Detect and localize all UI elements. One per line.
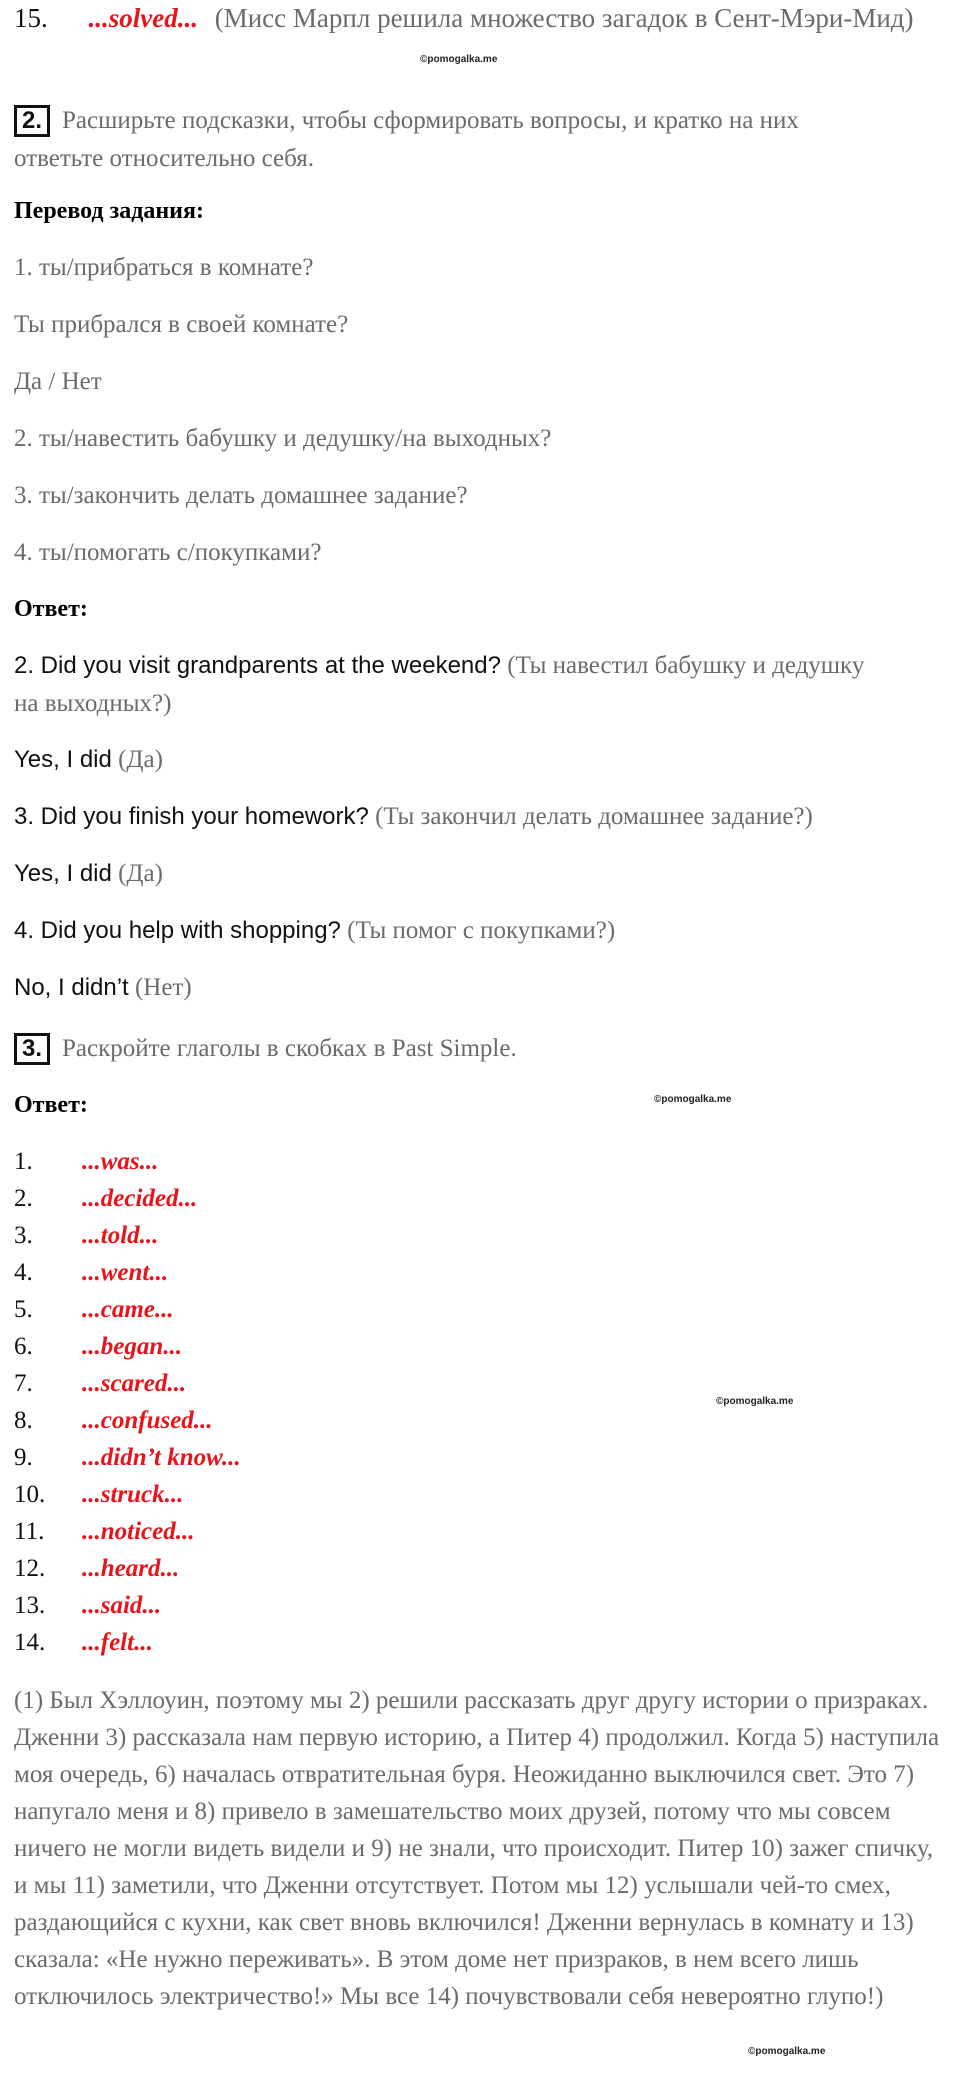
answer-word: ...solved... [88,3,198,33]
task2-instruction-line2: ответьте относительно себя. [14,145,314,172]
task2-item: 3. ты/закончить делать домашнее задание? [14,482,468,509]
translation-heading: Перевод задания: [14,198,204,224]
answer-heading: Ответ: [14,596,88,622]
answer-english: Yes, I did [14,746,112,773]
answer-russian: (Да) [118,746,163,773]
answer-translation: (Мисс Марпл решила множество загадок в Сент-Мэри-Мид) [214,3,914,33]
answer-line [14,803,813,831]
watermark: ©pomogalka.me [654,1094,732,1105]
answer-line [14,652,864,680]
task2-number-box: 2. [14,105,50,137]
answer-russian: (Ты закончил делать домашнее задание?) [375,803,813,830]
translation-paragraph: (1) Был Хэллоуин, поэтому мы 2) решили рассказать друг другу истории о призраках. Дженни 3) рассказала нам первую историю, а Питер 4) продолжил. Когда 5) наступила моя очередь, 6) началась отвратительная буря. Неожиданно выключился свет. Это 7) напугало меня и 8) привело в замешательство моих друзей, потому что мы совсем ничего не могли видеть видели и 9) не знали, что происходит. Питер 10) зажег спичку, и мы 11) заметили, что Дженни отсутствует. Потом мы 12) услышали чей-то смех, раздающийся с кухни, как свет вновь включился! Дженни вернулась в комнату и 13) сказала: «Не нужно переживать». В этом доме нет призраков, в нем всего лишь отключилось электричество!» Мы все 14) почувствовали себя невероятно глупо!) [14,1687,940,2010]
answer-russian-cont: на выходных?) [14,690,172,717]
watermark: ©pomogalka.me [716,1396,794,1407]
task2-instruction [14,102,799,139]
answer-russian: (Ты помог с покупками?) [347,917,616,944]
task3-number-box: 3. [14,1033,50,1065]
task3-instruction [14,1030,517,1067]
answer-english: Yes, I did [14,860,112,887]
answer-english: 3. Did you finish your homework? [14,803,369,830]
answer-line [14,974,192,1002]
task3-instruction-text: Раскройте глаголы в скобках в Past Simple. [62,1035,517,1062]
watermark: ©pomogalka.me [748,2046,826,2057]
task2-instruction-line1: Расширьте подсказки, чтобы сформировать вопросы, и кратко на них [62,107,799,134]
watermark: ©pomogalka.me [420,54,498,65]
answer-russian: (Да) [118,860,163,887]
task2-item: 4. ты/помогать с/покупками? [14,539,322,566]
answer-english: 4. Did you help with shopping? [14,917,341,944]
task2-item: Ты прибрался в своей комнате? [14,311,349,338]
task2-item: Да / Нет [14,368,102,395]
answer-english: 2. Did you visit grandparents at the weekend? [14,652,501,679]
top-answer-line [14,2,914,34]
answer-russian: (Ты навестил бабушку и дедушку [507,652,865,679]
item-number: 15. [14,3,48,33]
answer-russian: (Нет) [134,974,192,1001]
answer-line [14,860,163,888]
answer-line [14,746,163,774]
task2-item: 1. ты/прибраться в комнате? [14,254,314,281]
answer-line [14,917,615,945]
answer-english: No, I didn’t [14,974,129,1001]
task2-item: 2. ты/навестить бабушку и дедушку/на выходных? [14,425,552,452]
answer-heading: Ответ: [14,1092,88,1118]
